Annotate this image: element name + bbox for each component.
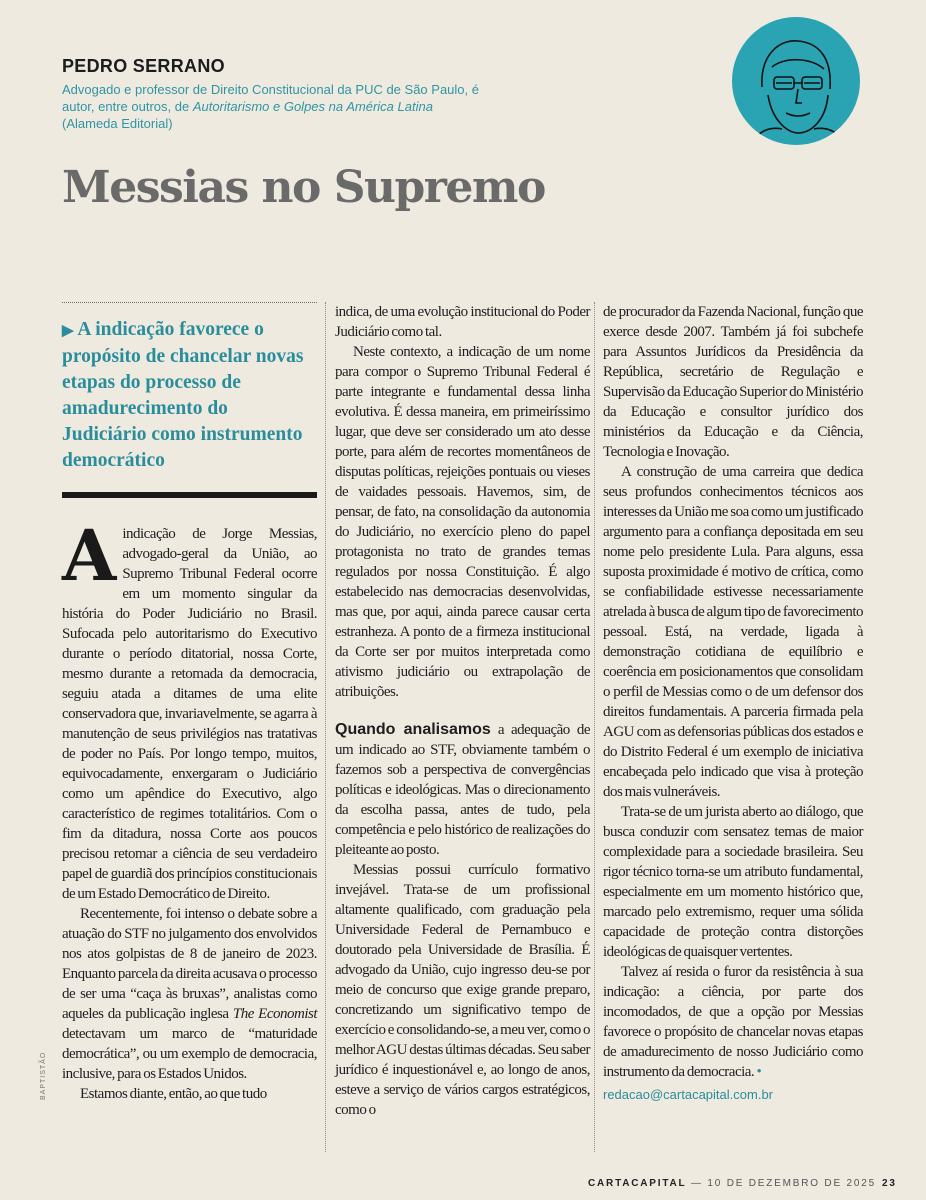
paragraph: A construção de uma carreira que dedica seus profundos conhecimentos técnicos aos interesses da União me soa como um justificado argumento para a confiança depositada em seu nome pelo presidente Lula. Para alguns, essa suposta proximidade é motivo de crítica, como se confiabilidade estivesse necessariamente atrelada à busca de algum tipo de favorecimento pessoal. Está, na verdade, ligada à demonstração cotidiana de equilíbrio e coerência em posicionamentos que consolidam o perfil de Messias como o de um defensor dos direitos fundamentais. A parceria firmada pela AGU com as defensorias públicas dos estados e do Distrito Federal é um exemplo de iniciativa encabeçada pelo indicado que visa à proteção dos mais vulneráveis. xyxy=(603,464,863,800)
triangle-right-icon: ▶ xyxy=(62,323,74,339)
paragraph: Estamos diante, então, ao que tudo xyxy=(80,1086,267,1102)
paragraph-text: a adequação de um indicado ao STF, obviamente também o fazemos sob a perspectiva de convergências políticas e ideológicas. Mas o direcionamento da escolha passa, antes de tudo, pela competência e pelo histórico de realizações do pleiteante ao posto. xyxy=(335,722,590,858)
publication-name: The Economist xyxy=(232,1006,318,1022)
paragraph xyxy=(335,720,590,860)
paragraph-text: Recentemente, foi intenso o debate sobre a atuação do STF no julgamento dos envolvidos nos atos golpistas de 8 de janeiro de 2023. Enquanto parcela da direita acusava o processo de ser uma “caça às bruxas”, analistas como aqueles da publicação inglesa xyxy=(62,906,317,1022)
magazine-name: CARTACAPITAL xyxy=(588,1178,687,1189)
pull-quote-text: A indicação favorece o propósito de chancelar novas etapas do processo de amadurecimento do Judiciário como instrumento democrático xyxy=(62,319,304,471)
page-footer xyxy=(588,1178,897,1189)
bio-publisher: (Alameda Editorial) xyxy=(62,116,173,131)
paragraph-text: Talvez aí resida o furor da resistência à sua indicação: a ciência, por parte dos incomodados, de que a opção por Messias favorece o propósito de chancelar novas etapas de amadurecimento de nosso Judiciário como instrumento da democracia. xyxy=(603,964,863,1080)
paragraph xyxy=(62,514,317,904)
bio-text: Advogado e professor de Direito Constitucional da PUC de São Paulo, é autor, entre outros, de xyxy=(62,82,479,114)
illustration-credit: BAPTISTÃO xyxy=(40,1051,47,1100)
issue-date: — 10 DE DEZEMBRO DE 2025 xyxy=(686,1178,876,1189)
article-column-2 xyxy=(335,302,590,1120)
author-bio xyxy=(62,81,482,132)
paragraph: Messias possui currículo formativo invejável. Trata-se de um profissional altamente qualificado, com graduação pela Universidade Federal de Pernambuco e doutorado pela Universidade de Brasília. É advogado da União, cujo ingresso deu-se por meio de concurso que exige grande preparo, concretizando um significativo tempo de exercício e consolidando-se, a meu ver, como o melhor AGU destas últimas décadas. Seu saber jurídico é inquestionável e, ao longo de anos, esteve a serviço de vários cargos estratégicos, como o xyxy=(335,862,590,1118)
paragraph xyxy=(603,962,863,1082)
paragraph: Trata-se de um jurista aberto ao diálogo, que busca conduzir com sensatez temas de maior complexidade para a sociedade brasileira. Seu rigor técnico torna-se um atributo fundamental, especialmente em um momento histórico que, marcado pelo extremismo, requer uma sólida capacidade de proteção contra distorções ideológicas de quaisquer vertentes. xyxy=(603,804,863,960)
author-name: PEDRO SERRANO xyxy=(62,56,225,76)
paragraph-text: indicação de Jorge Messias, advogado-geral da União, ao Supremo Tribunal Federal ocorre em um momento singular da história do Poder Judiciário no Brasil. Sufocada pelo autoritarismo do Executivo durante o período ditatorial, nossa Corte, mesmo durante a retomada da democracia, seguiu atada a ditames de uma elite conservadora que, invariavelmente, se agarra à manutenção de seus privilégios nas tratativas de poder no País. Por longo tempo, muitos, equivocadamente, enxergaram o Judiciário como um apêndice do Executivo, algo característico de regimes totalitários. Com o fim da ditadura, nossa Corte aos poucos precisou retomar a ciência de seu verdadeiro papel de guardiã dos princípios constitucionais de um Estado Democrático de Direito. xyxy=(62,526,317,902)
pull-quote xyxy=(62,302,317,474)
paragraph xyxy=(62,904,317,1084)
column-divider xyxy=(325,302,326,1152)
end-mark-icon: • xyxy=(756,1064,762,1080)
article-column-1 xyxy=(62,302,317,1104)
paragraph: Neste contexto, a indicação de um nome para compor o Supremo Tribunal Federal é parte integrante e fundamental dessa linha evolutiva. É dessa maneira, em primeiríssimo lugar, que deve ser considerado um ato desse porte, para além de recortes momentâneos de disputas políticas, rejeições pontuais ou vieses de vaidades pessoais. Havemos, sim, de pensar, de fato, na consolidação da autonomia do Judiciário, no exercício pleno do papel protagonista no trato de grandes temas regulados por nossa Constituição. É algo estabelecido nas democracias desenvolvidas, mas que, por aqui, ainda parece causar certa estranheza. A ponto de a firmeza institucional da Corte ser por muitos interpretada como ativismo judiciário ou extrapolação de atribuições. xyxy=(335,344,590,700)
page-number: 23 xyxy=(881,1178,897,1189)
column-divider xyxy=(594,302,595,1152)
section-lead-in: Quando analisamos xyxy=(335,721,491,738)
drop-cap: A xyxy=(62,514,117,597)
article-title: Messias no Supremo xyxy=(62,162,545,213)
bio-book-title: Autoritarismo e Golpes na América Latina xyxy=(192,99,433,114)
paragraph: indica, de uma evolução institucional do Poder Judiciário como tal. xyxy=(335,304,590,340)
contact-email-link[interactable]: redacao@cartacapital.com.br xyxy=(603,1087,773,1102)
pull-quote-rule xyxy=(62,492,317,498)
paragraph-text: detectavam um marco de “maturidade democrática”, ou um exemplo de democracia, inclusive, para os Estados Unidos. xyxy=(62,1026,317,1082)
paragraph: de procurador da Fazenda Nacional, função que exerce desde 2007. Também já foi subchefe para Assuntos Jurídicos da Presidência da República, secretário de Regulação e Supervisão da Educação Superior do Ministério da Educação e consultor jurídico dos ministérios da Educação e da Ciência, Tecnologia e Inovação. xyxy=(603,304,863,460)
portrait-illustration xyxy=(732,17,860,145)
author-portrait xyxy=(732,17,860,145)
article-column-3 xyxy=(603,302,863,1105)
